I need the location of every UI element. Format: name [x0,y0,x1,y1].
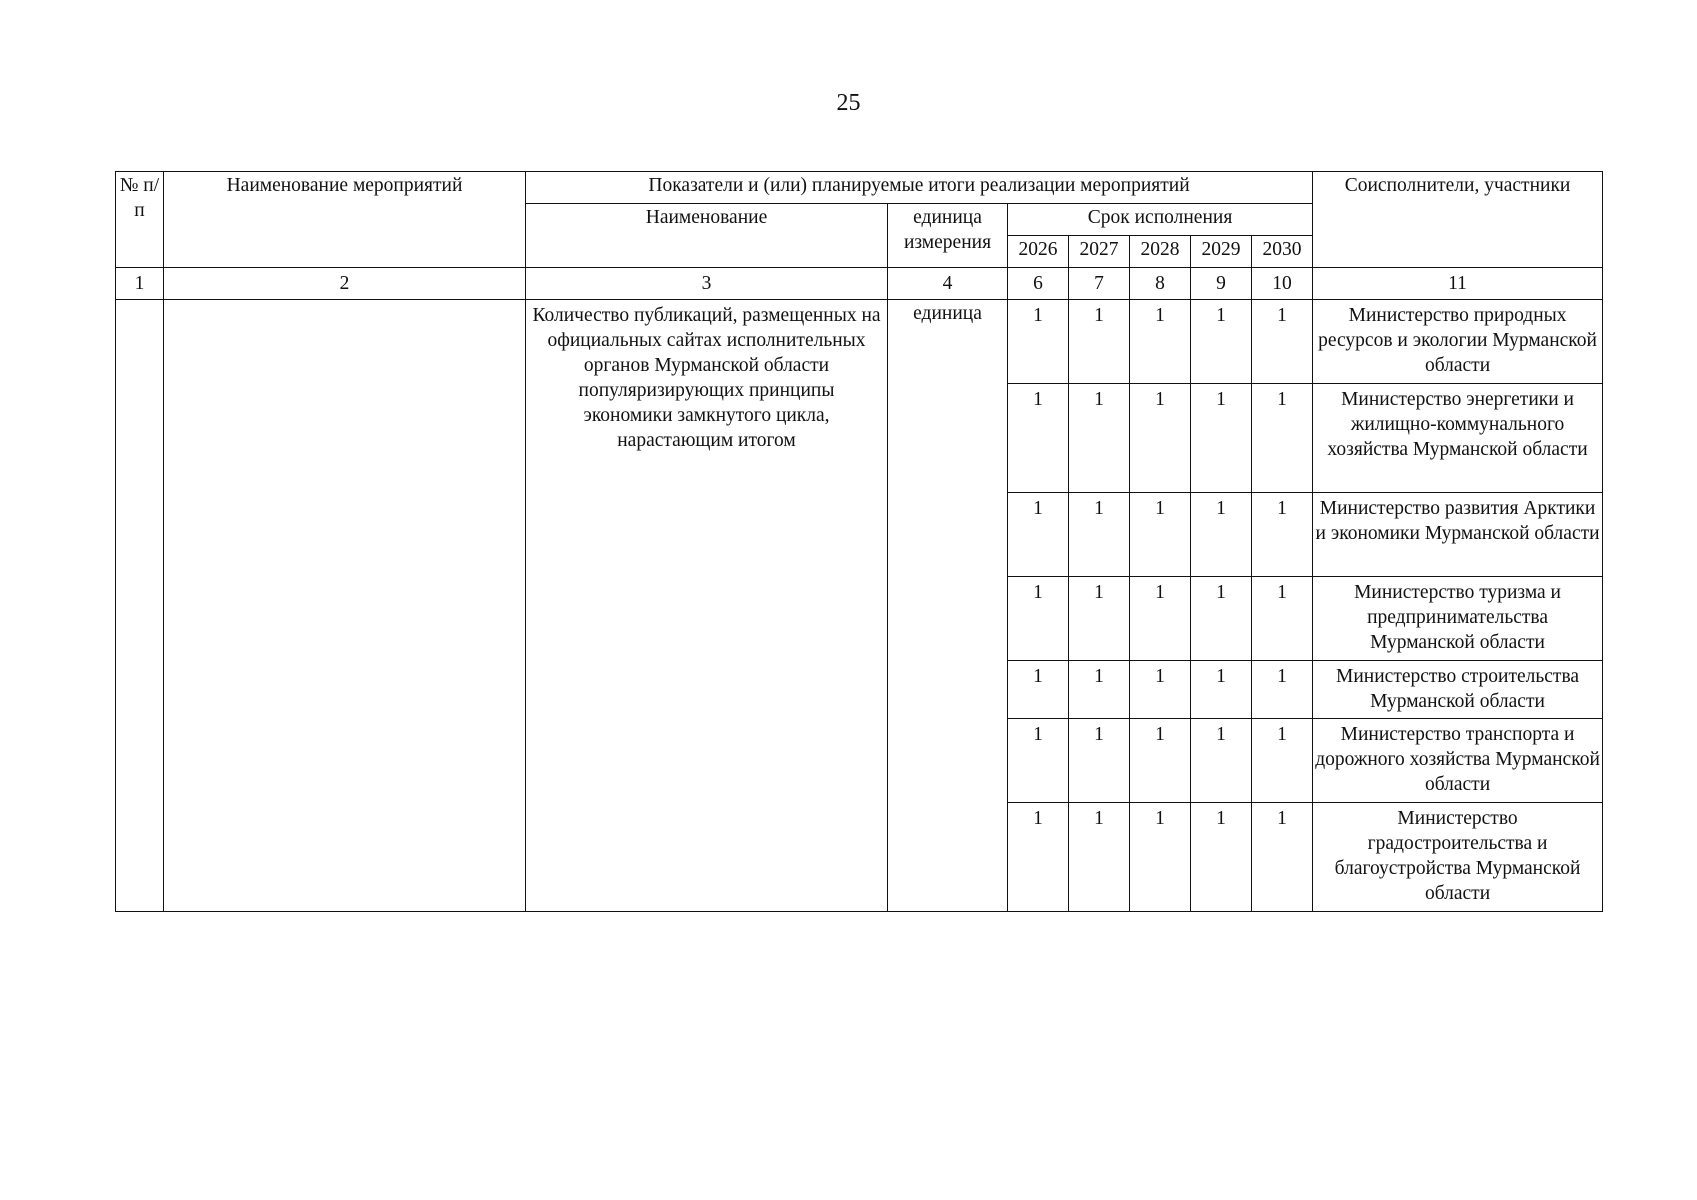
column-numbers-row [116,268,1603,300]
value-cell: 1 [1069,803,1130,912]
value-cell: 1 [1008,719,1069,803]
value-cell: 1 [1130,661,1191,719]
row-indicator-name: Количество публикаций, размещенных на официальных сайтах исполнительных органов Мурманской области популяризирующих принципы экономики замкнутого цикла, нарастающим итогом [526,300,888,912]
header-year: 2030 [1252,236,1313,268]
value-cell: 1 [1252,719,1313,803]
participant-cell: Министерство градостроительства и благоустройства Мурманской области [1313,803,1603,912]
column-number: 11 [1313,268,1603,300]
column-number: 10 [1252,268,1313,300]
value-cell: 1 [1191,300,1252,384]
value-cell: 1 [1191,661,1252,719]
participant-cell: Министерство энергетики и жилищно-коммунального хозяйства Мурманской области [1313,384,1603,493]
value-cell: 1 [1191,577,1252,661]
header-deadline-group: Срок исполнения [1008,204,1313,236]
participant-cell: Министерство транспорта и дорожного хозяйства Мурманской области [1313,719,1603,803]
value-cell: 1 [1252,384,1313,493]
participant-cell: Министерство развития Арктики и экономики Мурманской области [1313,493,1603,577]
header-num: № п/п [116,172,164,268]
value-cell: 1 [1069,300,1130,384]
value-cell: 1 [1252,803,1313,912]
value-cell: 1 [1130,493,1191,577]
participant-cell: Министерство туризма и предпринимательства Мурманской области [1313,577,1603,661]
header-unit: единица измерения [888,204,1008,268]
row-event-name [164,300,526,912]
value-cell: 1 [1069,493,1130,577]
column-number: 6 [1008,268,1069,300]
value-cell: 1 [1008,803,1069,912]
value-cell: 1 [1252,661,1313,719]
measures-table [115,171,1603,912]
value-cell: 1 [1191,384,1252,493]
header-participants: Соисполнители, участники [1313,172,1603,268]
page-number: 25 [836,90,861,116]
value-cell: 1 [1130,577,1191,661]
value-cell: 1 [1252,577,1313,661]
table-row [116,300,1603,384]
value-cell: 1 [1191,803,1252,912]
value-cell: 1 [1069,719,1130,803]
header-year: 2026 [1008,236,1069,268]
value-cell: 1 [1069,661,1130,719]
header-event-name: Наименование мероприятий [164,172,526,268]
row-num [116,300,164,912]
value-cell: 1 [1069,384,1130,493]
column-number: 8 [1130,268,1191,300]
header-year: 2028 [1130,236,1191,268]
header-indicator-name: Наименование [526,204,888,268]
header-year: 2027 [1069,236,1130,268]
row-unit: единица [888,300,1008,912]
value-cell: 1 [1008,493,1069,577]
value-cell: 1 [1130,803,1191,912]
value-cell: 1 [1252,493,1313,577]
value-cell: 1 [1130,300,1191,384]
column-number: 7 [1069,268,1130,300]
value-cell: 1 [1008,300,1069,384]
value-cell: 1 [1191,719,1252,803]
header-year: 2029 [1191,236,1252,268]
value-cell: 1 [1130,719,1191,803]
value-cell: 1 [1252,300,1313,384]
column-number: 1 [116,268,164,300]
value-cell: 1 [1069,577,1130,661]
value-cell: 1 [1008,577,1069,661]
value-cell: 1 [1008,661,1069,719]
column-number: 2 [164,268,526,300]
value-cell: 1 [1130,384,1191,493]
value-cell: 1 [1008,384,1069,493]
participant-cell: Министерство природных ресурсов и экологии Мурманской области [1313,300,1603,384]
participant-cell: Министерство строительства Мурманской области [1313,661,1603,719]
header-indicators-group: Показатели и (или) планируемые итоги реализации мероприятий [526,172,1313,204]
column-number: 4 [888,268,1008,300]
column-number: 9 [1191,268,1252,300]
value-cell: 1 [1191,493,1252,577]
column-number: 3 [526,268,888,300]
